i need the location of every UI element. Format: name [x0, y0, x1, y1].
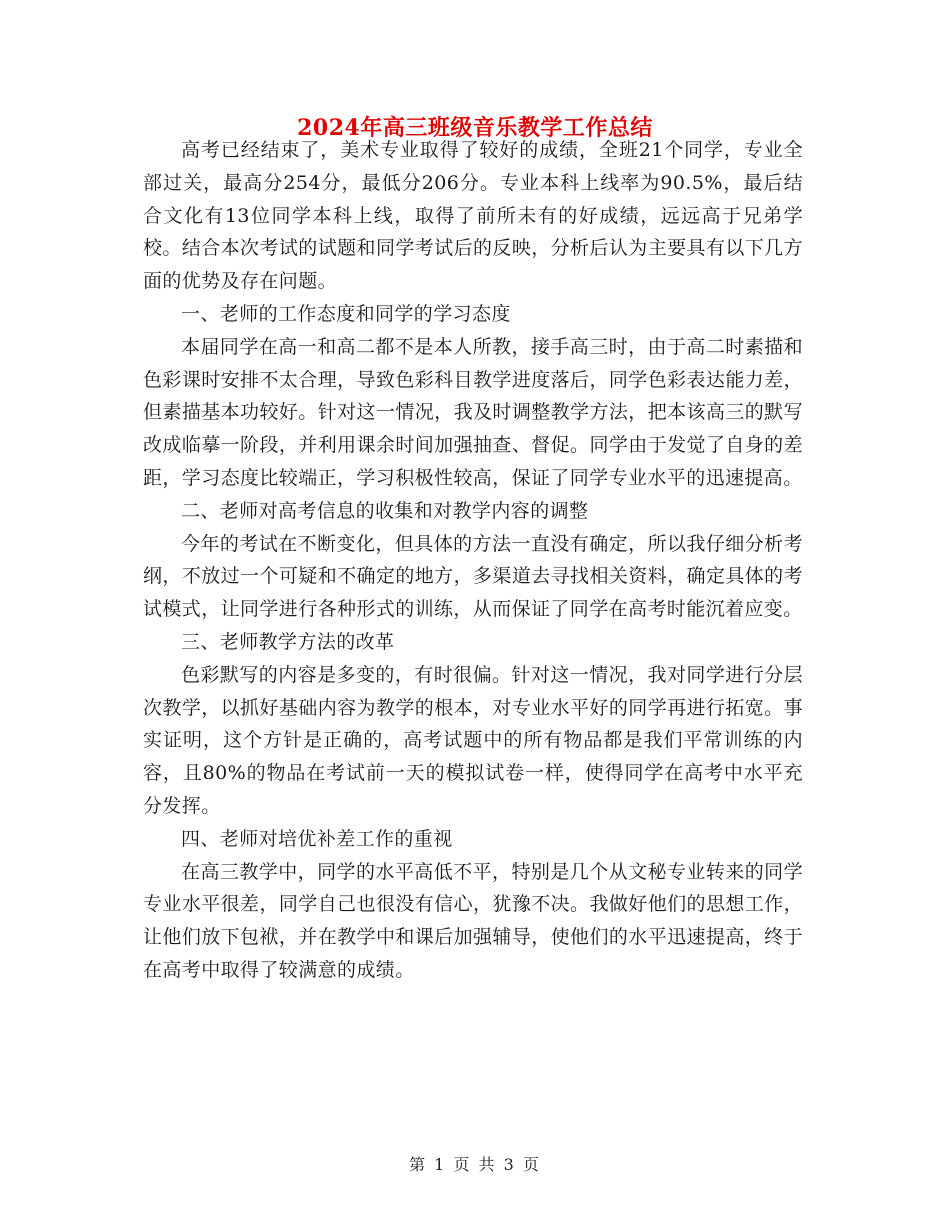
paragraph-intro: 高考已经结束了，美术专业取得了较好的成绩，全班21个同学，专业全部过关，最高分254分，最低分206分。专业本科上线率为90.5%，最后结合文化有13位同学本科上线，取得了前所未有的好成绩，远远高于兄弟学校。结合本次考试的试题和同学考试后的反映，分析后认为主要具有以下几方面的优势及存在问题。 [143, 139, 803, 293]
page-number-footer: 第 1 页 共 3 页 [409, 1155, 541, 1174]
section-heading-3: 三、老师教学方法的改革 [181, 630, 395, 653]
paragraph-section-1: 本届同学在高一和高二都不是本人所教，接手高三时，由于高二时素描和色彩课时安排不太合理，导致色彩科目教学进度落后，同学色彩表达能力差，但素描基本功较好。针对这一情况，我及时调整教学方法，把本该高三的默写改成临摹一阶段，并利用课余时间加强抽查、督促。同学由于发觉了自身的差距，学习态度比较端正，学习积极性较高，保证了同学专业水平的迅速提高。 [143, 335, 803, 489]
document-body [143, 134, 803, 987]
section-heading-4: 四、老师对培优补差工作的重视 [181, 827, 453, 850]
paragraph-section-4: 在高三教学中，同学的水平高低不平，特别是几个从文秘专业转来的同学专业水平很差，同学自己也很没有信心，犹豫不决。我做好他们的思想工作，让他们放下包袱，并在教学中和课后加强辅导，使他们的水平迅速提高，终于在高考中取得了较满意的成绩。 [143, 860, 803, 981]
section-heading-2: 二、老师对高考信息的收集和对教学内容的调整 [181, 499, 589, 522]
paragraph-section-2: 今年的考试在不断变化，但具体的方法一直没有确定，所以我仔细分析考纲，不放过一个可疑和不确定的地方，多渠道去寻找相关资料，确定具体的考试模式，让同学进行各种形式的训练，从而保证了同学在高考时能沉着应变。 [143, 532, 803, 621]
section-heading-1: 一、老师的工作态度和同学的学习态度 [181, 302, 511, 325]
paragraph-section-3: 色彩默写的内容是多变的，有时很偏。针对这一情况，我对同学进行分层次教学，以抓好基础内容为教学的根本，对专业水平好的同学再进行拓宽。事实证明，这个方针是正确的，高考试题中的所有物品都是我们平常训练的内容，且80%的物品在考试前一天的模拟试卷一样，使得同学在高考中水平充分发挥。 [143, 663, 803, 817]
document-title: 2024年高三班级音乐教学工作总结 [297, 115, 653, 141]
